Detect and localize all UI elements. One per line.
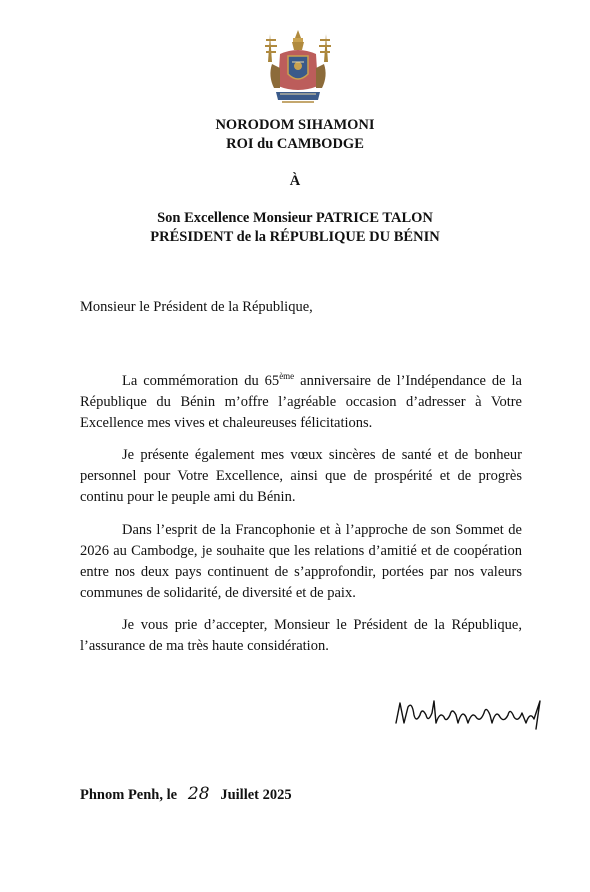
royal-coat-of-arms-icon [262,28,334,108]
date-day-handwritten: 28 [187,784,210,804]
handwritten-signature [392,693,552,731]
sender-title: ROI du CAMBODGE [226,136,364,152]
date-prefix: Phnom Penh, le [80,787,178,803]
ordinal-superscript: ème [279,371,295,382]
date-month-year: Juillet 2025 [220,787,292,803]
paragraph-1-start: La commémoration du 65 [122,373,280,389]
paragraph-1-rest: anniversaire de l’Indépendance de la République du Bénin m’offre l’agréable occasion d’adresser à Votre Excellence mes vives et chaleureuses félicitations. [80,373,522,431]
paragraph-2: Je présente également mes vœux sincères de santé et de bonheur personnel pour Votre Excellence, ainsi que de prospérité et de progrès continu pour le peuple ami du Bénin. [80,447,522,505]
paragraph-4: Je vous prie d’accepter, Monsieur le Président de la République, l’assurance de ma très haute considération. [80,617,522,654]
sender-name: NORODOM SIHAMONI [215,117,375,133]
recipient-name: Son Excellence Monsieur PATRICE TALON [157,210,433,226]
recipient-title: PRÉSIDENT de la RÉPUBLIQUE DU BÉNIN [150,229,440,245]
paragraph-1 [80,371,522,434]
addressee-prefix: À [289,173,301,189]
salutation: Monsieur le Président de la République, [80,299,313,315]
place-and-date [80,784,292,804]
paragraph-3: Dans l’esprit de la Francophonie et à l’approche de son Sommet de 2026 au Cambodge, je souhaite que les relations d’amitié et de coopération entre nos deux pays continuent de s’approfondir, portées par nos valeurs communes de solidarité, de diversité et de paix. [80,522,522,601]
